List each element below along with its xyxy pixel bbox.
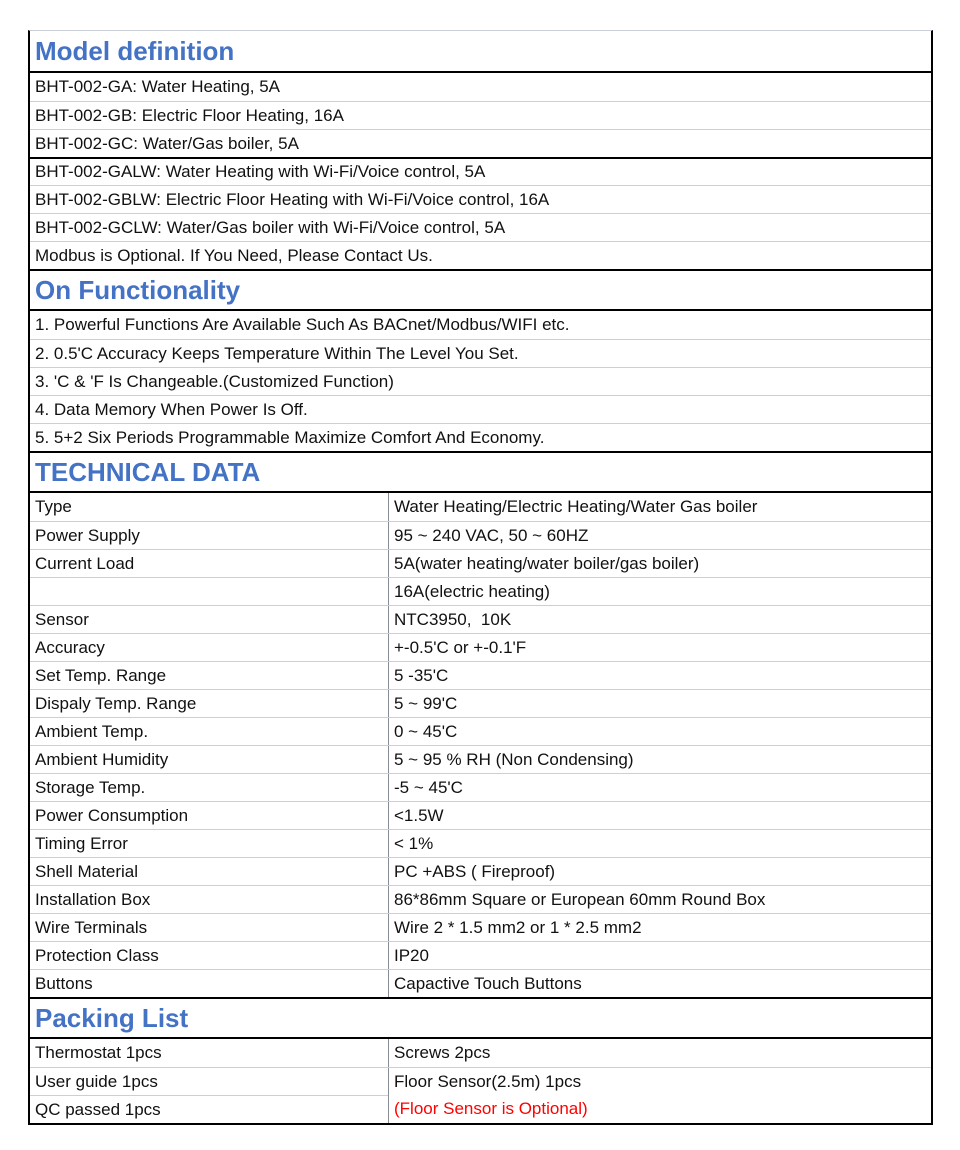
spec-value: -5 ~ 45'C <box>388 774 931 801</box>
spec-row <box>30 577 931 605</box>
spec-row <box>30 605 931 633</box>
spec-value: IP20 <box>388 942 931 969</box>
spec-value: 95 ~ 240 VAC, 50 ~ 60HZ <box>388 522 931 549</box>
spec-row <box>30 885 931 913</box>
spec-row <box>30 773 931 801</box>
spec-row <box>30 969 931 997</box>
spec-label: Set Temp. Range <box>35 665 167 685</box>
spec-row <box>30 829 931 857</box>
spec-row <box>30 493 931 521</box>
packing-row <box>30 1067 931 1095</box>
packing-left-item: User guide 1pcs <box>35 1071 158 1091</box>
functionality-item: 5. 5+2 Six Periods Programmable Maximize Comfort And Economy. <box>30 423 931 451</box>
packing-right-item: Floor Sensor(2.5m) 1pcs <box>388 1068 931 1095</box>
packing-row <box>30 1039 931 1067</box>
spec-value: <1.5W <box>388 802 931 829</box>
spec-value: 5 -35'C <box>388 662 931 689</box>
spec-row <box>30 549 931 577</box>
spec-value: Wire 2 * 1.5 mm2 or 1 * 2.5 mm2 <box>388 914 931 941</box>
section-title-functionality: On Functionality <box>30 269 931 311</box>
section-title-technical-data: TECHNICAL DATA <box>30 451 931 493</box>
functionality-item: 2. 0.5'C Accuracy Keeps Temperature Within The Level You Set. <box>30 339 931 367</box>
functionality-item: 4. Data Memory When Power Is Off. <box>30 395 931 423</box>
spec-row <box>30 857 931 885</box>
model-row: BHT-002-GC: Water/Gas boiler, 5A <box>30 129 931 157</box>
spec-row <box>30 913 931 941</box>
spec-row <box>30 745 931 773</box>
functionality-item: 3. 'C & 'F Is Changeable.(Customized Function) <box>30 367 931 395</box>
spec-value: PC +ABS ( Fireproof) <box>388 858 931 885</box>
spec-label: Power Consumption <box>35 805 189 825</box>
packing-left-item: QC passed 1pcs <box>30 1095 388 1123</box>
spec-label: Dispaly Temp. Range <box>35 693 197 713</box>
spec-value: NTC3950, 10K <box>388 606 931 633</box>
spec-label: Timing Error <box>35 833 128 853</box>
section-title-packing-list: Packing List <box>30 997 931 1039</box>
functionality-item: 1. Powerful Functions Are Available Such As BACnet/Modbus/WIFI etc. <box>35 315 570 334</box>
spec-value: 5 ~ 95 % RH (Non Condensing) <box>388 746 931 773</box>
spec-label: Current Load <box>35 553 135 573</box>
spec-row <box>30 661 931 689</box>
spec-row <box>30 801 931 829</box>
spec-label: Buttons <box>35 973 93 993</box>
spec-label: Storage Temp. <box>35 777 146 797</box>
packing-left-item: Thermostat 1pcs <box>35 1043 162 1062</box>
spec-label: Sensor <box>35 609 89 629</box>
packing-right-item: Screws 2pcs <box>388 1039 931 1067</box>
spec-label: Protection Class <box>35 945 159 965</box>
spec-value: 16A(electric heating) <box>388 578 931 605</box>
model-row: BHT-002-GBLW: Electric Floor Heating with Wi-Fi/Voice control, 16A <box>30 185 931 213</box>
model-row: BHT-002-GB: Electric Floor Heating, 16A <box>30 101 931 129</box>
packing-optional-note: (Floor Sensor is Optional) <box>388 1095 931 1123</box>
spec-row <box>30 521 931 549</box>
spec-value: Water Heating/Electric Heating/Water Gas boiler <box>388 493 931 521</box>
spec-value: 86*86mm Square or European 60mm Round Box <box>388 886 931 913</box>
model-note-modbus: Modbus is Optional. If You Need, Please Contact Us. <box>30 241 931 269</box>
section-title-model-definition: Model definition <box>30 31 931 73</box>
model-row: BHT-002-GALW: Water Heating with Wi-Fi/Voice control, 5A <box>30 157 931 185</box>
model-row: BHT-002-GA: Water Heating, 5A <box>35 77 281 96</box>
packing-row <box>30 1095 931 1123</box>
spec-label: Type <box>35 497 72 516</box>
spec-value: +-0.5'C or +-0.1'F <box>388 634 931 661</box>
spec-label: Shell Material <box>35 861 138 881</box>
spec-row <box>30 941 931 969</box>
spec-row <box>30 717 931 745</box>
spec-label <box>30 578 388 605</box>
spec-label: Power Supply <box>35 525 140 545</box>
spec-value: 0 ~ 45'C <box>388 718 931 745</box>
spec-label: Installation Box <box>35 889 151 909</box>
spec-label: Ambient Temp. <box>35 721 149 741</box>
spec-row <box>30 689 931 717</box>
spec-label: Accuracy <box>35 637 105 657</box>
spec-value: 5 ~ 99'C <box>388 690 931 717</box>
spec-row <box>30 633 931 661</box>
spec-value: Capactive Touch Buttons <box>388 970 931 997</box>
model-row: BHT-002-GCLW: Water/Gas boiler with Wi-Fi/Voice control, 5A <box>30 213 931 241</box>
spec-value: 5A(water heating/water boiler/gas boiler) <box>388 550 931 577</box>
spec-sheet-table <box>28 30 933 1125</box>
spec-label: Wire Terminals <box>35 917 148 937</box>
spec-label: Ambient Humidity <box>35 749 169 769</box>
spec-value: < 1% <box>388 830 931 857</box>
